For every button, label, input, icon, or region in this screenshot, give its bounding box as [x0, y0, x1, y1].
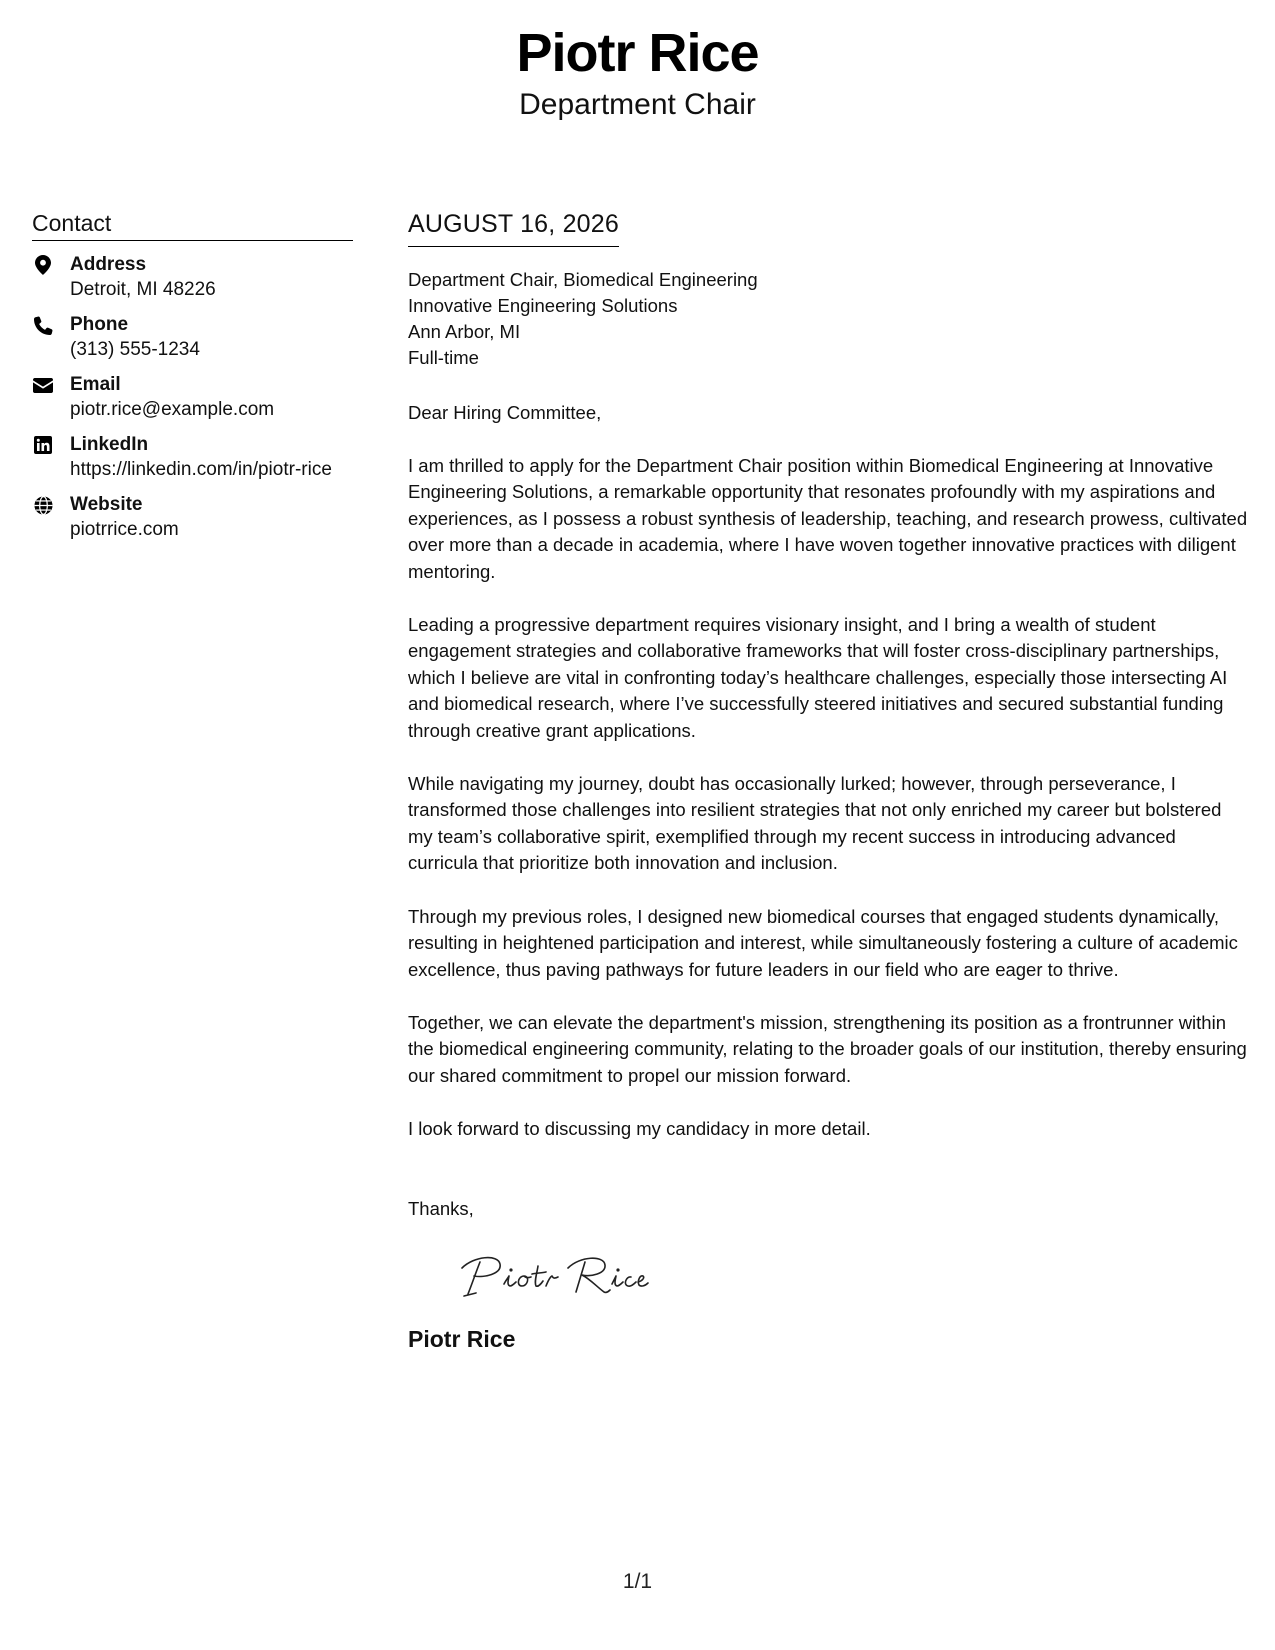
- contact-sidebar: [32, 208, 353, 553]
- contact-item-website: [32, 493, 353, 542]
- contact-item-phone: [32, 313, 353, 362]
- salutation: Dear Hiring Committee,: [408, 402, 602, 423]
- letter-body: [408, 208, 1250, 1354]
- recipient-line: Ann Arbor, MI: [408, 321, 521, 342]
- contact-value: piotr.rice@example.com: [70, 399, 275, 420]
- linkedin-icon: [32, 434, 54, 456]
- page-number: 1/1: [622, 1570, 653, 1593]
- recipient-block: [408, 267, 1250, 371]
- signer-name: Piotr Rice: [408, 1325, 516, 1352]
- contact-label: LinkedIn: [70, 434, 149, 455]
- recipient-line: Department Chair, Biomedical Engineering: [408, 269, 758, 290]
- contact-label: Website: [70, 494, 143, 515]
- globe-icon: [32, 494, 54, 516]
- contact-item-linkedin: [32, 433, 353, 482]
- envelope-icon: [32, 374, 54, 396]
- contact-label: Email: [70, 374, 121, 395]
- handwritten-signature: [454, 1246, 654, 1306]
- contact-value[interactable]: https://linkedin.com/in/piotr-rice: [70, 459, 332, 480]
- recipient-line: Full-time: [408, 347, 479, 368]
- contact-value: (313) 555-1234: [70, 339, 200, 360]
- contact-value: Detroit, MI 48226: [70, 279, 216, 300]
- recipient-line: Innovative Engineering Solutions: [408, 295, 678, 316]
- phone-icon: [32, 314, 54, 336]
- letter-header: [0, 22, 1275, 124]
- contact-label: Address: [70, 254, 147, 275]
- contact-value[interactable]: piotrrice.com: [70, 519, 179, 540]
- body-paragraph: Through my previous roles, I designed new biomedical courses that engaged students dynamically, resulting in heightened participation and interest, while simultaneously fostering a culture of academic excellence, thus paving pathways for future leaders in our field who are eager to thrive.: [408, 905, 1238, 980]
- body-paragraph: I am thrilled to apply for the Department Chair position within Biomedical Engineering at Innovative Engineering Solutions, a remarkable opportunity that resonates profoundly with my aspirations and experiences, as I possess a robust synthesis of leadership, teaching, and research prowess, cultivated over more than a decade in academia, where I have woven together innovative practices with diligent mentoring.: [408, 455, 1248, 582]
- contact-heading: Contact: [32, 208, 353, 241]
- applicant-title: Department Chair: [519, 88, 756, 121]
- letter-date: AUGUST 16, 2026: [408, 208, 619, 247]
- body-paragraph: Together, we can elevate the department's mission, strengthening its position as a frontrunner within the biomedical engineering community, relating to the broader goals of our institution, thereby ensuring our shared commitment to propel our mission forward.: [408, 1011, 1247, 1086]
- location-pin-icon: [32, 254, 54, 276]
- body-paragraph: Leading a progressive department requires visionary insight, and I bring a wealth of student engagement strategies and collaborative frameworks that will foster cross-disciplinary partnerships, which I believe are vital in confronting today’s healthcare challenges, especially those intersecting AI and biomedical research, where I’ve successfully steered initiatives and secured substantial funding through creative grant applications.: [408, 614, 1228, 741]
- contact-item-address: [32, 253, 353, 302]
- contact-item-email: [32, 373, 353, 422]
- body-paragraph: While navigating my journey, doubt has occasionally lurked; however, through perseverance, I transformed those challenges into resilient strategies that not only enriched my career but bolstered my team’s collaborative spirit, exemplified through my recent success in introducing advanced curricula that prioritize both innovation and inclusion.: [408, 773, 1222, 874]
- closing: Thanks,: [408, 1197, 474, 1219]
- applicant-name: Piotr Rice: [516, 23, 759, 83]
- body-paragraph: I look forward to discussing my candidacy in more detail.: [408, 1118, 871, 1140]
- contact-label: Phone: [70, 314, 129, 335]
